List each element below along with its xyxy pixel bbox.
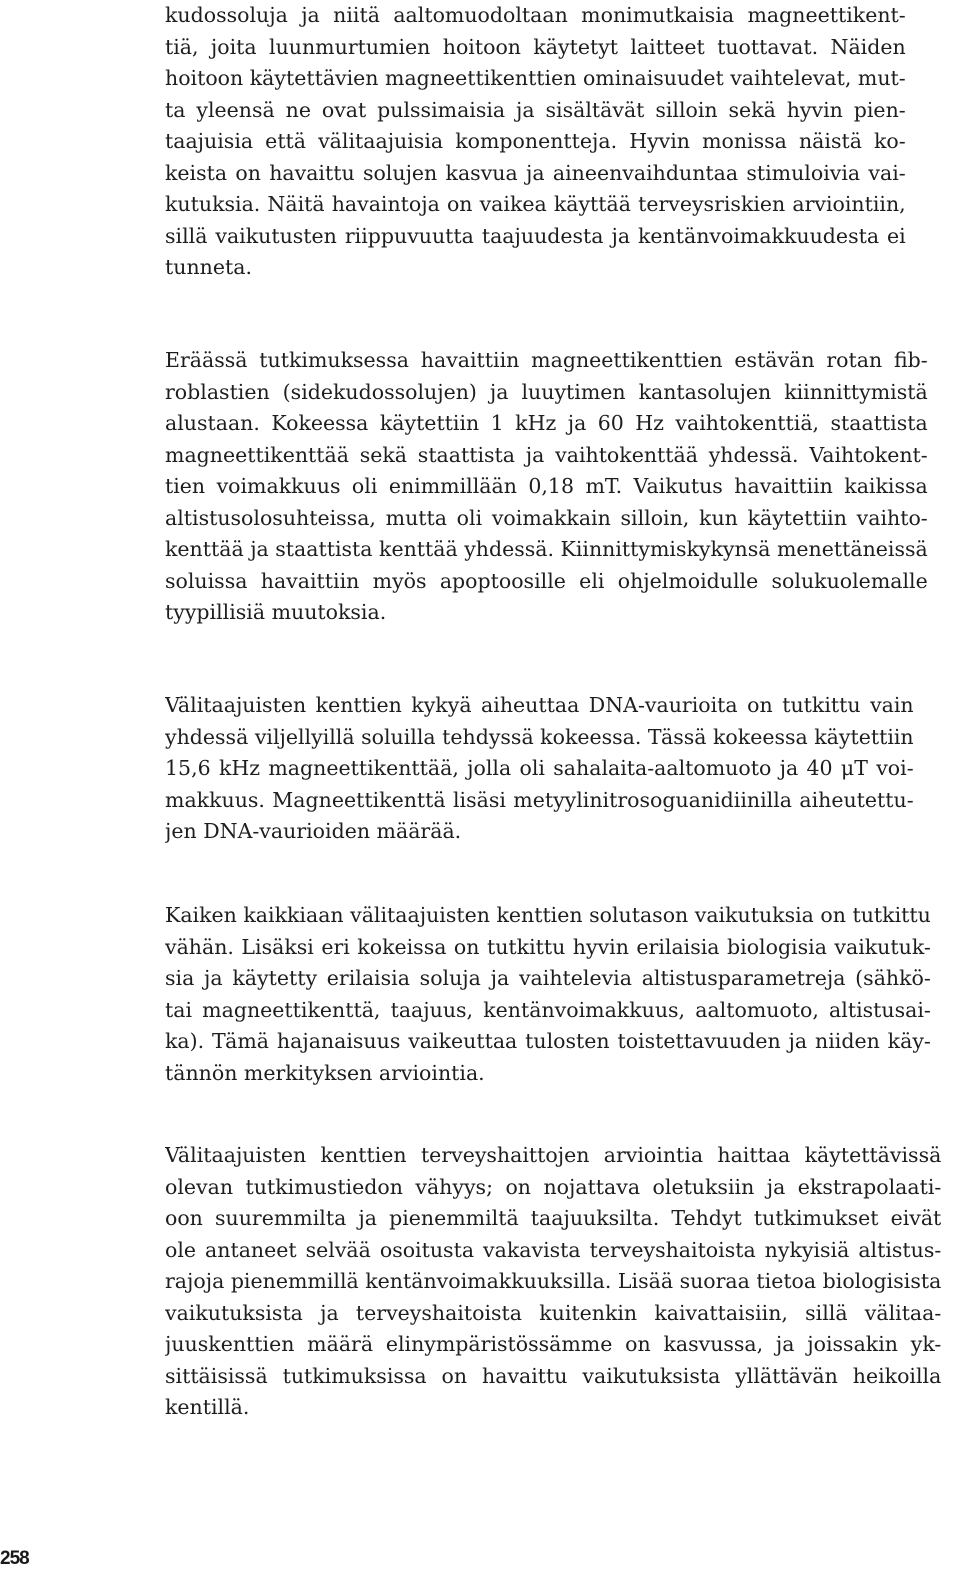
text-line: magneettikenttää sekä staattista ja vaihtokenttää yhdessä. Vaihtokent- (165, 442, 928, 467)
text-line: keista on havaittu solujen kasvua ja aineenvaihduntaa stimuloivia vai- (165, 160, 906, 185)
text-line: kenttää ja staattista kenttää yhdessä. Kiinnittymiskykynsä menettäneissä (165, 537, 928, 561)
text-line: sittäisissä tutkimuksissa on havaittu vaikutuksista yllättävän heikoilla (165, 1363, 942, 1388)
text-line: tännön merkityksen arviointia. (165, 1060, 485, 1085)
text-line: rajoja pienemmillä kentänvoimakkuuksilla. Lisää suoraa tietoa biologisista (165, 1269, 942, 1293)
text-line: Eräässä tutkimuksessa havaittiin magneettikenttien estävän rotan fib- (165, 348, 928, 372)
text-line: Välitaajuisten kenttien terveyshaittojen arviointia haittaa käytettävissä (165, 1143, 942, 1167)
text-line: jen DNA-vaurioiden määrää. (165, 819, 462, 843)
text-line: kudossoluja ja niitä aaltomuodoltaan monimutkaisia magneettikent- (165, 3, 906, 27)
text-line: ka). Tämä hajanaisuus vaikeuttaa tulosten toistettavuuden ja niiden käy- (165, 1029, 931, 1053)
text-line: tyypillisiä muutoksia. (165, 600, 387, 624)
text-line: alustaan. Kokeessa käytettiin 1 kHz ja 60 Hz vaihtokenttiä, staattista (165, 411, 928, 435)
text-line: tien voimakkuus oli enimmillään 0,18 mT. Vaikutus havaittiin kaikissa (165, 474, 928, 498)
text-line: altistusolosuhteissa, mutta oli voimakkain silloin, kun käytettiin vaihto- (165, 505, 928, 530)
text-line: 15,6 kHz magneettikenttää, jolla oli sahalaita-aaltomuoto ja 40 μT voi- (165, 756, 914, 780)
text-line: tai magneettikenttä, taajuus, kentänvoimakkuus, aaltomuoto, altistusai- (165, 997, 931, 1022)
text-line: ta yleensä ne ovat pulssimaisia ja sisältävät silloin sekä hyvin pien- (165, 97, 906, 122)
text-line: vähän. Lisäksi eri kokeissa on tutkittu hyvin erilaisia biologisia vaikutuk- (165, 934, 931, 959)
text-line: kentillä. (165, 1395, 250, 1419)
text-line: Välitaajuisten kenttien kykyä aiheuttaa DNA-vaurioita on tutkittu vain (165, 693, 914, 717)
text-line: sillä vaikutusten riippuvuutta taajuudesta ja kentänvoimakkuudesta ei (165, 223, 906, 248)
paragraph-5 (165, 1140, 941, 1424)
text-line: soluissa havaittiin myös apoptoosille eli ohjelmoidulle solukuolemalle (165, 568, 928, 593)
text-line: yhdessä viljellyillä soluilla tehdyssä kokeessa. Tässä kokeessa käytettiin (165, 724, 914, 749)
paragraph-2 (165, 345, 928, 629)
text-line: hoitoon käytettävien magneettikenttien ominaisuudet vaihtelevat, mut- (165, 66, 906, 90)
text-line: olevan tutkimustiedon vähyys; on nojattava oletuksiin ja ekstrapolaati- (165, 1174, 942, 1199)
text-line: tunneta. (165, 255, 252, 279)
text-line: Kaiken kaikkiaan välitaajuisten kenttien solutason vaikutuksia on tutkittu (165, 903, 931, 927)
text-line: sia ja käytetty erilaisia soluja ja vaihtelevia altistusparametreja (sähkö- (165, 966, 931, 990)
text-line: roblastien (sidekudossolujen) ja luuytimen kantasolujen kiinnittymistä (165, 379, 928, 404)
text-line: kutuksia. Näitä havaintoja on vaikea käyttää terveysriskien arviointiin, (165, 192, 906, 216)
text-line: makkuus. Magneettikenttä lisäsi metyylinitrosoguanidiinilla aiheutettu- (165, 787, 914, 812)
text-line: ole antaneet selvää osoitusta vakavista terveyshaitoista nykyisiä altistus- (165, 1237, 942, 1262)
text-line: oon suuremmilta ja pienemmiltä taajuuksilta. Tehdyt tutkimukset eivät (165, 1206, 942, 1230)
text-line: tiä, joita luunmurtumien hoitoon käytetyt laitteet tuottavat. Näiden (165, 34, 906, 59)
text-line: taajuisia että välitaajuisia komponentteja. Hyvin monissa näistä ko- (165, 129, 906, 153)
paragraph-3 (165, 690, 914, 848)
paragraph-4 (165, 900, 931, 1089)
text-line: vaikutuksista ja terveyshaitoista kuitenkin kaivattaisiin, sillä välitaa- (165, 1300, 942, 1325)
text-line: juuskenttien määrä elinympäristössämme on kasvussa, ja joissakin yk- (165, 1332, 942, 1356)
paragraph-1 (165, 0, 906, 284)
page-number: 258 (0, 1548, 29, 1569)
